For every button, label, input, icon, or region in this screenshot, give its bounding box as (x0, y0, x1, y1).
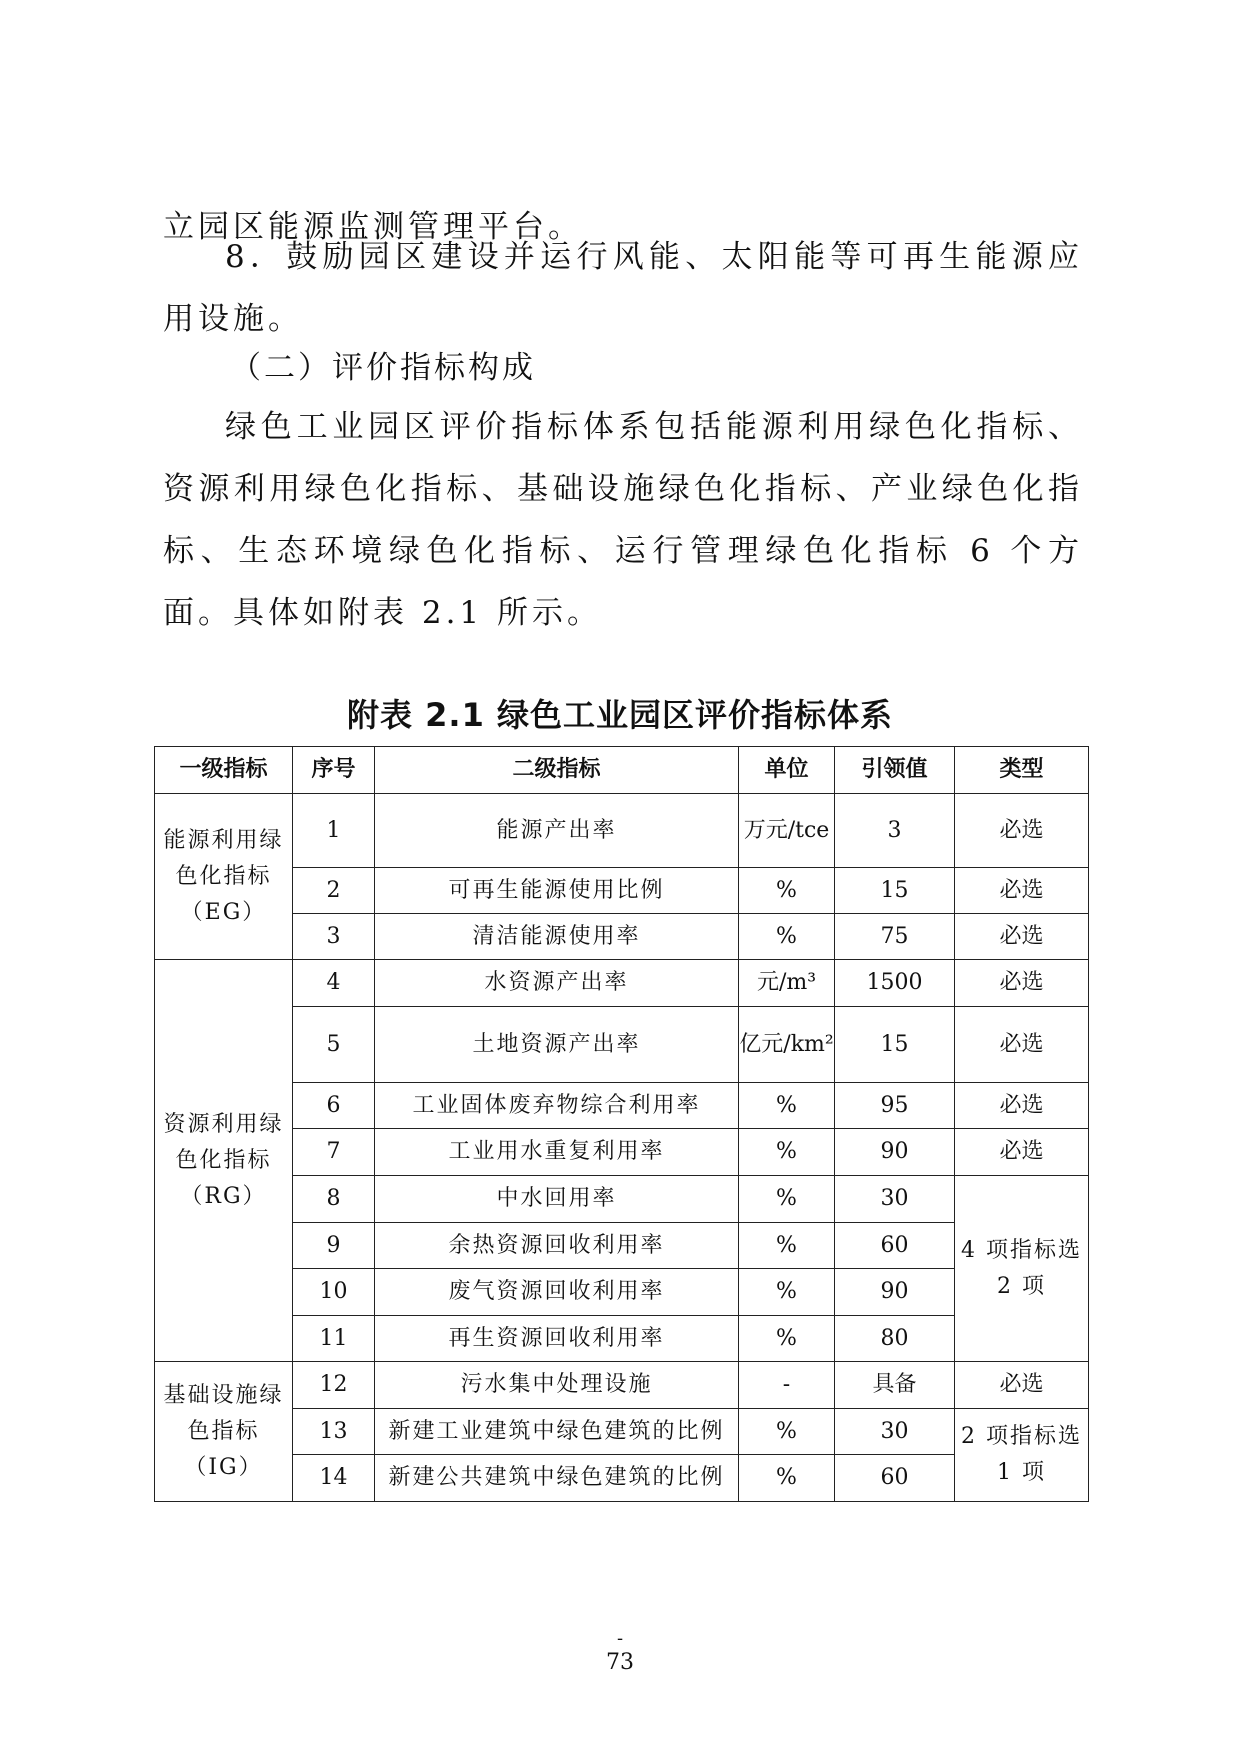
table-row (155, 1083, 1089, 1129)
row-type: 必选 (955, 794, 1089, 868)
row-no: 14 (293, 1455, 375, 1502)
row-value: 30 (835, 1176, 955, 1223)
paragraph-continuation: 立园区能源监测管理平台。 (163, 209, 583, 245)
row-value: 1500 (835, 960, 955, 1007)
row-indicator: 再生资源回收利用率 (375, 1316, 739, 1362)
header-no: 序号 (293, 747, 375, 794)
row-type: 必选 (955, 868, 1089, 914)
group-infrastructure: 基础设施绿色指标（IG） (155, 1362, 293, 1502)
row-unit: % (739, 1223, 835, 1269)
row-unit: % (739, 914, 835, 960)
row-no: 11 (293, 1316, 375, 1362)
header-type: 类型 (955, 747, 1089, 794)
row-value: 60 (835, 1223, 955, 1269)
row-indicator: 余热资源回收利用率 (375, 1223, 739, 1269)
table-row (155, 1129, 1089, 1176)
row-type: 必选 (955, 1362, 1089, 1409)
row-no: 10 (293, 1269, 375, 1316)
table-row (155, 868, 1089, 914)
row-indicator: 废气资源回收利用率 (375, 1269, 739, 1316)
row-indicator: 清洁能源使用率 (375, 914, 739, 960)
row-no: 9 (293, 1223, 375, 1269)
table-row (155, 1007, 1089, 1083)
indicator-table (154, 746, 1089, 1502)
row-unit: 万元/tce (739, 794, 835, 868)
row-value: 15 (835, 868, 955, 914)
row-unit: % (739, 1455, 835, 1502)
row-no: 3 (293, 914, 375, 960)
table-row (155, 960, 1089, 1007)
table-row (155, 794, 1089, 868)
row-unit: % (739, 1269, 835, 1316)
row-indicator: 工业固体废弃物综合利用率 (375, 1083, 739, 1129)
header-level1: 一级指标 (155, 747, 293, 794)
row-indicator: 污水集中处理设施 (375, 1362, 739, 1409)
row-unit: % (739, 868, 835, 914)
row-no: 2 (293, 868, 375, 914)
paragraph-indicator-composition: 绿色工业园区评价指标体系包括能源利用绿色化指标、资源利用绿色化指标、基础设施绿色化指标、产业绿色化指标、生态环境绿色化指标、运行管理绿色化指标 6 个方面。具体如附表 2.1 所示。 (163, 409, 1083, 631)
row-no: 1 (293, 794, 375, 868)
group-resource: 资源利用绿色化指标（RG） (155, 960, 293, 1362)
row-unit: % (739, 1083, 835, 1129)
row-value: 75 (835, 914, 955, 960)
row-type: 必选 (955, 1083, 1089, 1129)
header-target-value: 引领值 (835, 747, 955, 794)
row-no: 13 (293, 1409, 375, 1455)
row-no: 5 (293, 1007, 375, 1083)
row-type-choice: 4 项指标选 2 项 (955, 1176, 1089, 1362)
row-value: 90 (835, 1129, 955, 1176)
page-number: 73 (606, 1650, 634, 1675)
footer-mark: - (616, 1628, 624, 1649)
paragraph-item-8: 8．鼓励园区建设并运行风能、太阳能等可再生能源应用设施。 (163, 239, 1083, 337)
row-indicator: 工业用水重复利用率 (375, 1129, 739, 1176)
row-type-choice: 2 项指标选 1 项 (955, 1409, 1089, 1502)
row-value: 30 (835, 1409, 955, 1455)
table-row (155, 1316, 1089, 1362)
row-no: 4 (293, 960, 375, 1007)
row-indicator: 可再生能源使用比例 (375, 868, 739, 914)
row-indicator: 新建公共建筑中绿色建筑的比例 (375, 1455, 739, 1502)
table-row (155, 1455, 1089, 1502)
table-title: 附表 2.1 绿色工业园区评价指标体系 (347, 696, 893, 734)
row-unit: % (739, 1409, 835, 1455)
row-value: 3 (835, 794, 955, 868)
row-no: 7 (293, 1129, 375, 1176)
row-indicator: 水资源产出率 (375, 960, 739, 1007)
row-no: 6 (293, 1083, 375, 1129)
row-unit: 元/m³ (739, 960, 835, 1007)
row-value: 具备 (835, 1362, 955, 1409)
table-row (155, 914, 1089, 960)
row-type: 必选 (955, 1129, 1089, 1176)
table-row (155, 1269, 1089, 1316)
row-value: 90 (835, 1269, 955, 1316)
header-unit: 单位 (739, 747, 835, 794)
row-value: 15 (835, 1007, 955, 1083)
row-value: 95 (835, 1083, 955, 1129)
row-type: 必选 (955, 960, 1089, 1007)
section-heading: （二）评价指标构成 (230, 350, 536, 386)
row-unit: - (739, 1362, 835, 1409)
group-energy: 能源利用绿色化指标（EG） (155, 794, 293, 960)
row-indicator: 新建工业建筑中绿色建筑的比例 (375, 1409, 739, 1455)
table-row (155, 1409, 1089, 1455)
header-level2: 二级指标 (375, 747, 739, 794)
row-unit: % (739, 1176, 835, 1223)
row-type: 必选 (955, 1007, 1089, 1083)
row-unit: % (739, 1316, 835, 1362)
row-indicator: 中水回用率 (375, 1176, 739, 1223)
row-no: 12 (293, 1362, 375, 1409)
table-header-row (155, 747, 1089, 794)
table-row (155, 1362, 1089, 1409)
row-value: 80 (835, 1316, 955, 1362)
row-unit: 亿元/km² (739, 1007, 835, 1083)
row-value: 60 (835, 1455, 955, 1502)
table-row (155, 1176, 1089, 1223)
row-indicator: 土地资源产出率 (375, 1007, 739, 1083)
table-row (155, 1223, 1089, 1269)
row-type: 必选 (955, 914, 1089, 960)
row-indicator: 能源产出率 (375, 794, 739, 868)
row-no: 8 (293, 1176, 375, 1223)
row-unit: % (739, 1129, 835, 1176)
